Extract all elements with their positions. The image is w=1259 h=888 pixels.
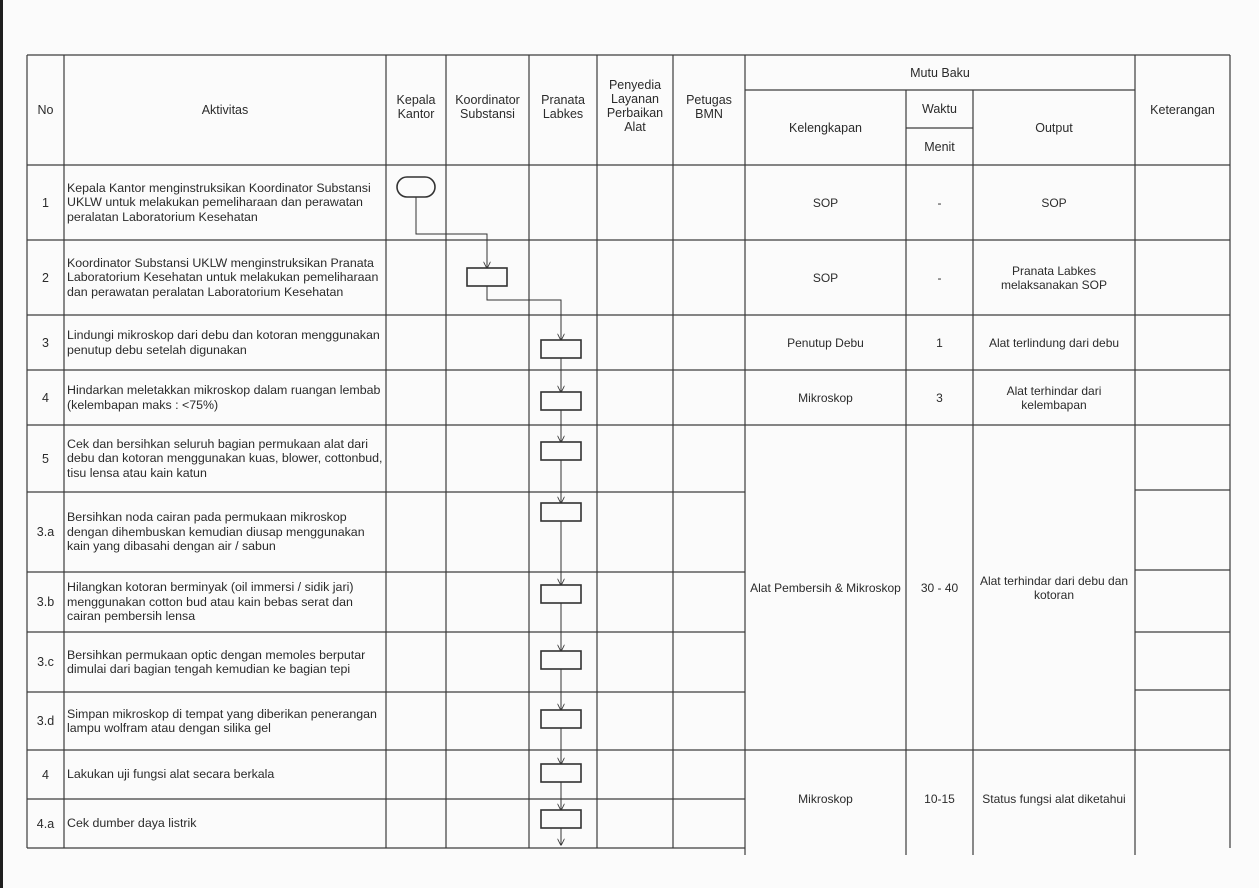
- row-3c-no: 3.c: [37, 655, 54, 669]
- header-kelengkapan: Kelengkapan: [789, 120, 862, 135]
- mutu-2-output: Pranata Labkes melaksanakan SOP: [1000, 263, 1108, 292]
- process-box-row-2: [467, 268, 507, 286]
- header-aktivitas: Aktivitas: [201, 103, 249, 117]
- flow-connector-1-2: [416, 197, 487, 268]
- mutu-4-waktu: 3: [936, 390, 943, 405]
- header-penyedia-layanan: Penyedia Layanan Perbaikan Alat: [606, 78, 664, 134]
- row-3-aktivitas: Lindungi mikroskop dari debu dan kotoran menggunakan penutup debu setelah digunakan: [67, 328, 380, 357]
- row-3c-aktivitas: Bersihkan permukaan optic dengan memoles berputar dimulai dari bagian tengah kemudian ke bagian tepi: [67, 647, 366, 676]
- header-pranata-labkes: Pranata Labkes: [541, 93, 585, 121]
- row-3a-no: 3.a: [36, 525, 55, 539]
- row-4a-no: 4.a: [36, 816, 55, 831]
- row-4a-aktivitas: Cek dumber daya listrik: [67, 816, 197, 831]
- mutu-5-kelengkapan: Alat Pembersih & Mikroskop: [750, 580, 901, 595]
- row-3-no: 3: [42, 335, 49, 350]
- row-4-uji-no: 4: [42, 767, 49, 782]
- process-box-row-4: [541, 392, 581, 410]
- mutu-3-output: Alat terlindung dari debu: [988, 335, 1120, 350]
- header-petugas-bmn: Petugas BMN: [686, 93, 732, 121]
- header-menit: Menit: [924, 139, 955, 154]
- process-box-row-3d: [541, 710, 581, 728]
- row-1-no: 1: [42, 195, 49, 210]
- start-terminator-shape: [397, 177, 435, 197]
- process-box-row-3a: [541, 503, 581, 521]
- header-kepala-kantor: Kepala Kantor: [396, 93, 436, 121]
- mutu-2-kelengkapan: SOP: [812, 270, 839, 285]
- header-no: No: [37, 103, 54, 117]
- row-5-no: 5: [42, 451, 49, 466]
- mutu-3-kelengkapan: Penutup Debu: [787, 335, 864, 350]
- mutu-1-waktu: -: [937, 195, 942, 210]
- row-4-uji-aktivitas: Lakukan uji fungsi alat secara berkala: [67, 767, 275, 782]
- mutu-4-output: Alat terhindar dari kelembapan: [1006, 383, 1102, 412]
- process-box-row-4a: [541, 810, 581, 828]
- mutu-3-waktu: 1: [936, 335, 943, 350]
- mutu-2-waktu: -: [937, 270, 942, 285]
- row-3a-aktivitas: Bersihkan noda cairan pada permukaan mikroskop dengan dihembuskan kemudian diusap menggunakan kain yang dibasahi dengan air / sabun: [67, 510, 365, 554]
- row-1-aktivitas: Kepala Kantor menginstruksikan Koordinator Substansi UKLW untuk melakukan pemeliharaan dan perawatan peralatan Laboratorium Kesehatan: [67, 180, 371, 224]
- header-koordinator-substansi: Koordinator Substansi: [455, 93, 520, 121]
- mutu-1-kelengkapan: SOP: [812, 195, 839, 210]
- header-mutu-baku: Mutu Baku: [910, 65, 970, 80]
- header-keterangan: Keterangan: [1150, 103, 1215, 117]
- process-box-row-3c: [541, 651, 581, 669]
- header-waktu: Waktu: [922, 102, 957, 116]
- row-2-aktivitas: Koordinator Substansi UKLW menginstruksikan Pranata Laboratorium Kesehatan untuk melakukan pemeliharaan dan perawatan peralatan Laboratorium Kesehatan: [67, 255, 379, 299]
- row-4-no: 4: [42, 390, 49, 405]
- row-3b-aktivitas: Hilangkan kotoran berminyak (oil immersi / sidik jari) menggunakan cotton bud atau kain bebas serat dan cairan pembersih lensa: [67, 580, 354, 624]
- mutu-6-kelengkapan: Mikroskop: [798, 792, 853, 806]
- row-5-aktivitas: Cek dan bersihkan seluruh bagian permukaan alat dari debu dan kotoran menggunakan kuas, blower, cottonbud, tisu lensa atau kain katun: [67, 436, 383, 480]
- process-box-row-4-uji: [541, 764, 581, 782]
- mutu-5-waktu: 30 - 40: [920, 580, 959, 595]
- flow-connector-2-3: [487, 286, 561, 340]
- process-box-row-3b: [541, 585, 581, 603]
- row-3d-no: 3.d: [36, 714, 55, 728]
- row-3b-no: 3.b: [36, 595, 55, 609]
- mutu-6-output: Status fungsi alat diketahui: [982, 792, 1126, 806]
- header-output: Output: [1035, 120, 1073, 135]
- process-box-row-5: [541, 442, 581, 460]
- mutu-1-output: SOP: [1041, 195, 1067, 210]
- row-2-no: 2: [42, 270, 49, 285]
- mutu-4-kelengkapan: Mikroskop: [798, 390, 853, 405]
- row-3d-aktivitas: Simpan mikroskop di tempat yang diberikan penerangan lampu wolfram atau dengan silika gel: [67, 706, 377, 735]
- process-box-row-3: [541, 340, 581, 358]
- mutu-6-waktu: 10-15: [924, 792, 955, 806]
- mutu-5-output: Alat terhindar dari debu dan kotoran: [979, 573, 1129, 602]
- row-4-aktivitas: Hindarkan meletakkan mikroskop dalam ruangan lembab (kelembapan maks : <75%): [67, 383, 381, 412]
